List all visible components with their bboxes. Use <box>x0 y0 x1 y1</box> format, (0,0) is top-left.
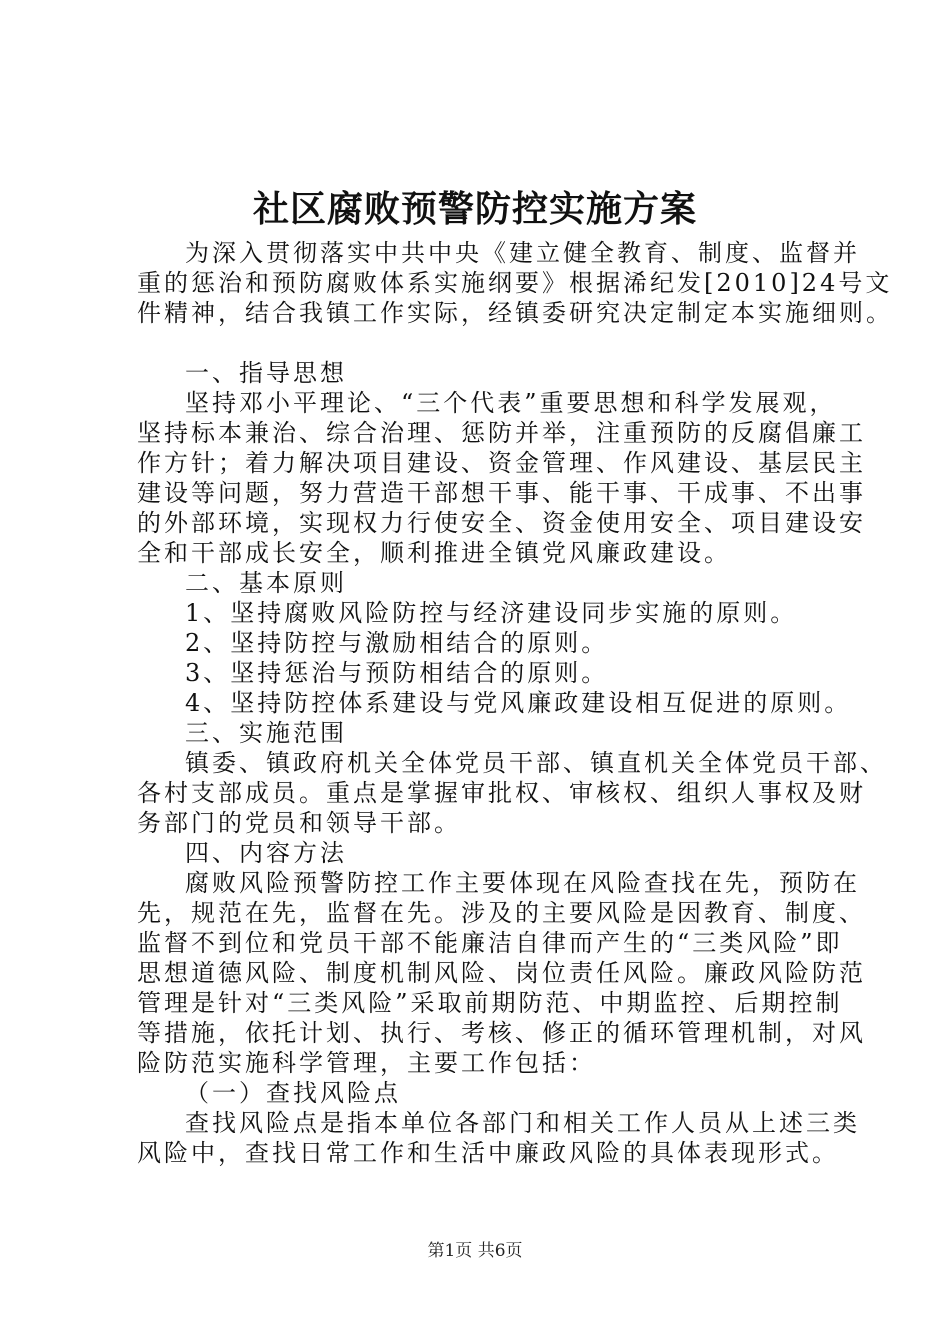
intro-line: 件精神，结合我镇工作实际，经镇委研究决定制定本实施细则。 <box>137 299 893 327</box>
section3-line: 各村支部成员。重点是掌握审批权、审核权、组织人事权及财 <box>137 779 866 807</box>
section4-line: 思想道德风险、制度机制风险、岗位责任风险。廉政风险防范 <box>137 959 866 987</box>
section-heading: 三、实施范围 <box>185 719 347 747</box>
section4-line: 等措施，依托计划、执行、考核、修正的循环管理机制，对风 <box>137 1019 866 1047</box>
paragraph-gap <box>137 328 837 358</box>
section-heading: 二、基本原则 <box>185 569 347 597</box>
principle-item: 2、坚持防控与激励相结合的原则。 <box>185 629 609 657</box>
section4-line: 腐败风险预警防控工作主要体现在风险查找在先，预防在 <box>185 869 860 897</box>
principle-item: 1、坚持腐败风险防控与经济建设同步实施的原则。 <box>185 599 798 627</box>
section1-line: 坚持邓小平理论、“三个代表”重要思想和科学发展观， <box>185 389 837 417</box>
section4-line: 险防范实施科学管理，主要工作包括： <box>137 1049 596 1077</box>
subsection-heading: （一）查找风险点 <box>185 1079 401 1107</box>
section3-line: 务部门的党员和领导干部。 <box>137 809 461 837</box>
intro-line: 为深入贯彻落实中共中央《建立健全教育、制度、监督并 <box>185 239 860 267</box>
subsection1-line: 查找风险点是指本单位各部门和相关工作人员从上述三类 <box>185 1109 860 1137</box>
section4-line: 监督不到位和党员干部不能廉洁自律而产生的“三类风险”即 <box>137 929 843 957</box>
document-body <box>137 238 893 1168</box>
principle-item: 3、坚持惩治与预防相结合的原则。 <box>185 659 609 687</box>
section1-line: 建设等问题，努力营造干部想干事、能干事、干成事、不出事 <box>137 479 866 507</box>
section4-line: 先，规范在先，监督在先。涉及的主要风险是因教育、制度、 <box>137 899 866 927</box>
section3-line: 镇委、镇政府机关全体党员干部、镇直机关全体党员干部、 <box>185 749 887 777</box>
section1-line: 的外部环境，实现权力行使安全、资金使用安全、项目建设安 <box>137 509 866 537</box>
section-heading: 一、指导思想 <box>185 359 347 387</box>
section4-line: 管理是针对“三类风险”采取前期防范、中期监控、后期控制 <box>137 989 843 1017</box>
document-title: 社区腐败预警防控实施方案 <box>252 188 697 230</box>
section-heading: 四、内容方法 <box>185 839 347 867</box>
section1-line: 坚持标本兼治、综合治理、惩防并举，注重预防的反腐倡廉工 <box>137 419 866 447</box>
page-footer: 第1页 共6页 <box>427 1241 523 1261</box>
subsection1-line: 风险中，查找日常工作和生活中廉政风险的具体表现形式。 <box>137 1139 839 1167</box>
section1-line: 作方针；着力解决项目建设、资金管理、作风建设、基层民主 <box>137 449 866 477</box>
intro-line: 重的惩治和预防腐败体系实施纲要》根据浠纪发[2010]24号文 <box>137 269 893 297</box>
principle-item: 4、坚持防控体系建设与党风廉政建设相互促进的原则。 <box>185 689 852 717</box>
section1-line: 全和干部成长安全，顺利推进全镇党风廉政建设。 <box>137 539 731 567</box>
